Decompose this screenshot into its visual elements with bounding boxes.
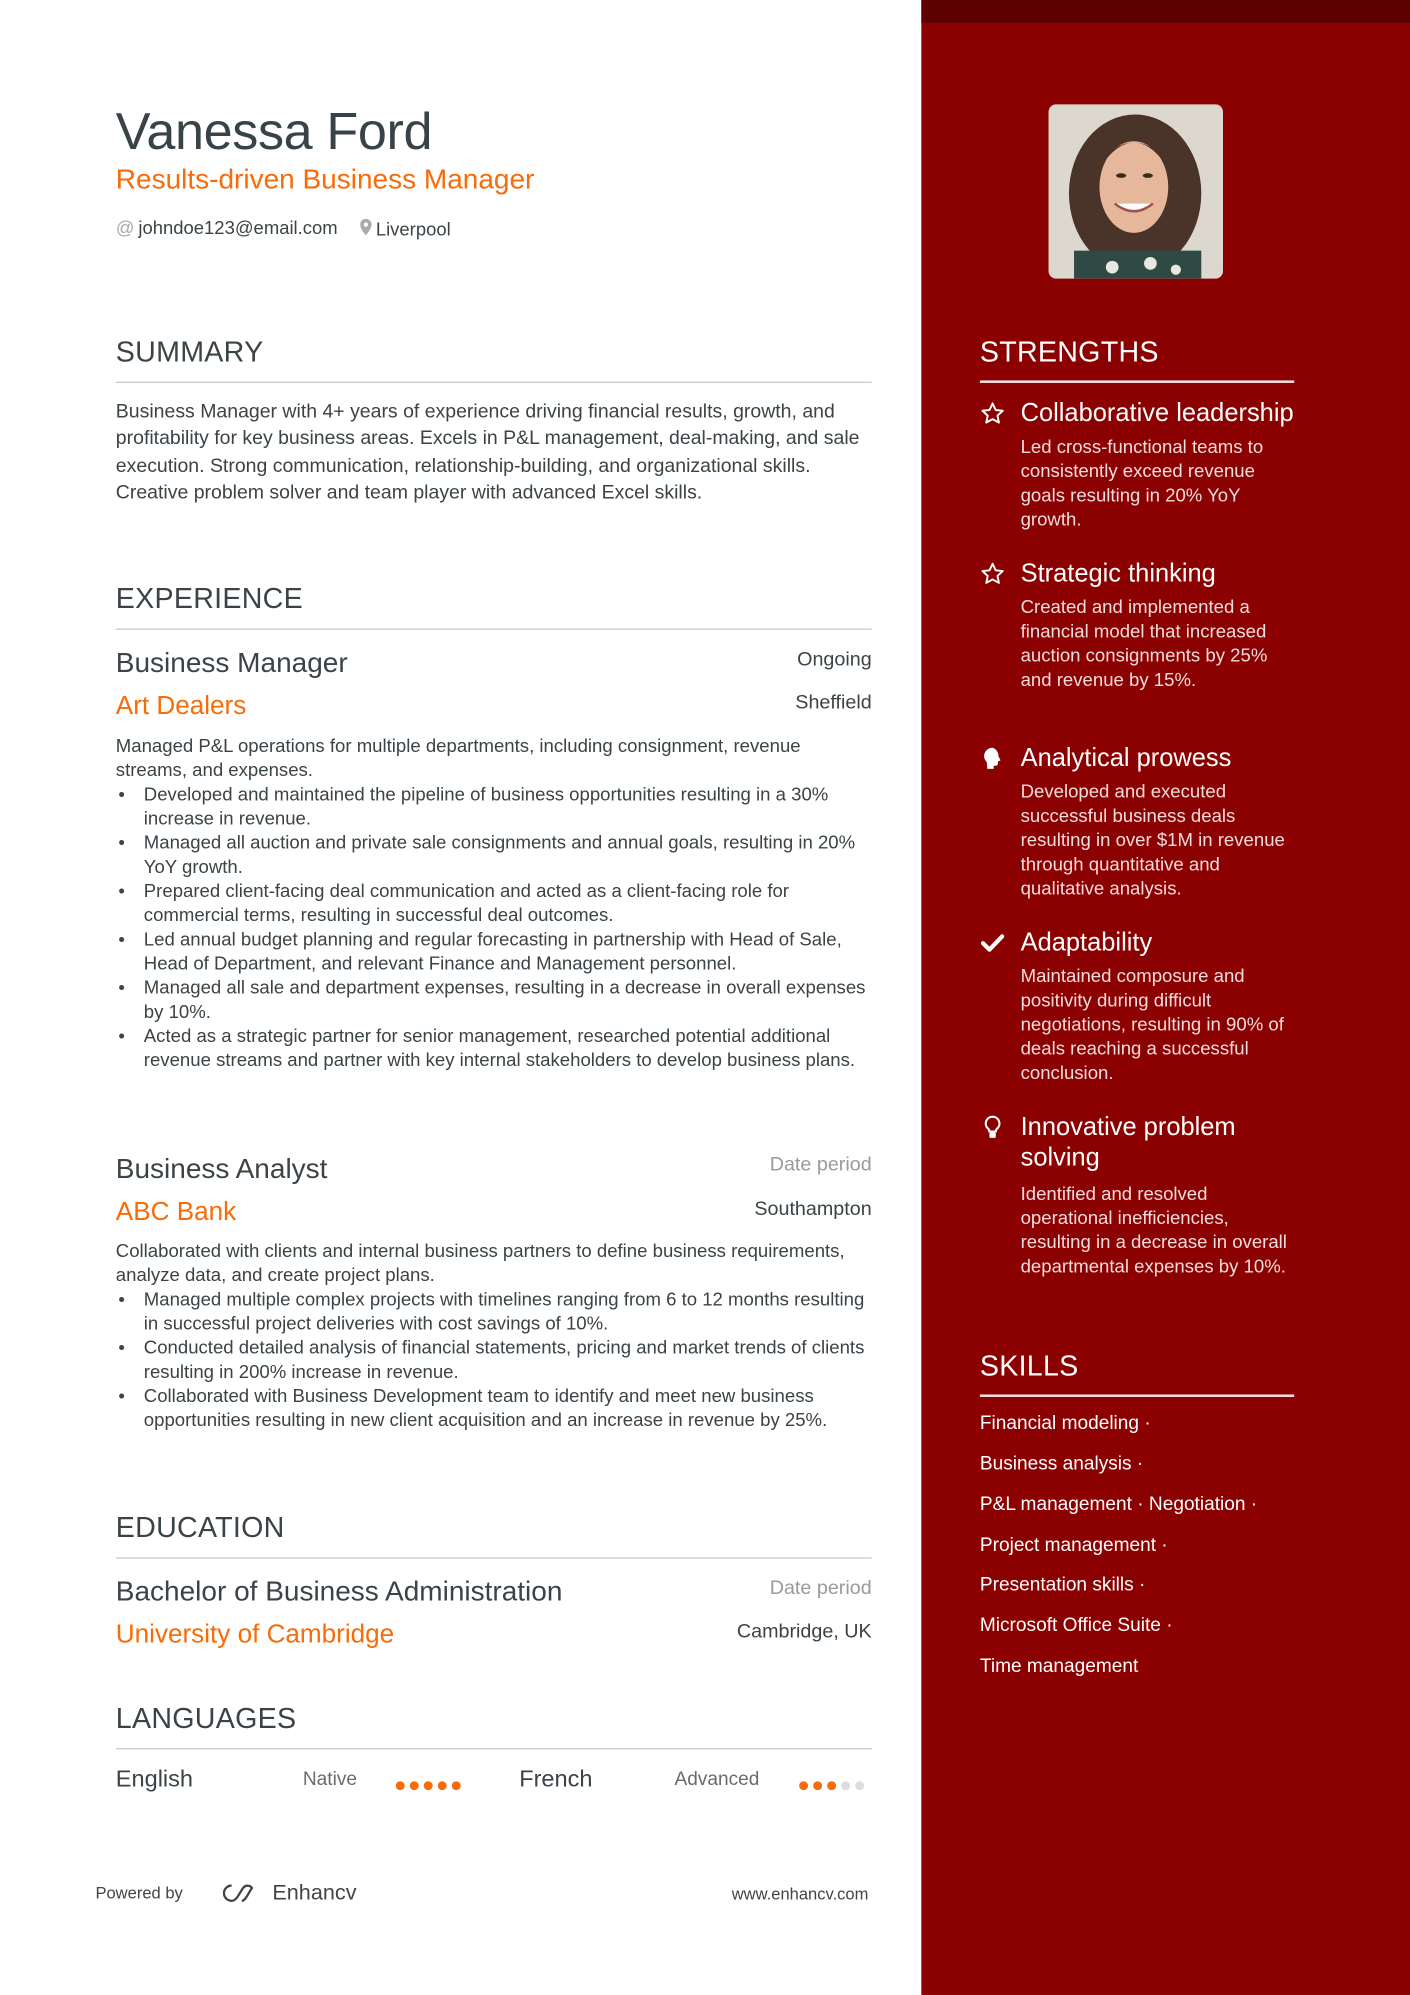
rating-dot-filled	[396, 1781, 405, 1790]
summary-text: Business Manager with 4+ years of experience driving financial results, growth, and profitability for key business areas. Excels in P&L management, deal-making, and sale execution. Strong communication, relationship-building, and organizational skills. Creative problem solver and team player with advanced Excel skills.	[115, 400, 860, 504]
rating-dot-filled	[438, 1781, 447, 1790]
skill-line: Financial modeling ·	[979, 1412, 1151, 1434]
enhancv-logo-icon	[216, 1882, 262, 1905]
job-summary: Collaborated with clients and internal business partners to define business requirements, analyze data, and create project plans.	[115, 1241, 845, 1287]
language-name: English	[115, 1764, 194, 1792]
job-bullets	[116, 1289, 872, 1434]
rating-dot-filled	[827, 1781, 836, 1790]
strength-description: Identified and resolved operational inefficiencies, resulting in a decrease in overall departmental expenses by 10%.	[1020, 1184, 1287, 1278]
language-rating	[396, 1774, 466, 1797]
bullet: • Prepared client-facing deal communication and acted as a client-facing role for commercial terms, resulting in successful deal outcomes.	[144, 880, 872, 928]
map-pin-icon	[361, 220, 372, 240]
job-description	[116, 1240, 872, 1433]
experience-heading: EXPERIENCE	[115, 582, 303, 615]
email-text: johndoe123@email.com	[138, 218, 338, 240]
job-description	[116, 735, 872, 1073]
divider	[116, 1748, 872, 1749]
bullet: • Conducted detailed analysis of financial statements, pricing and market trends of clients resulting in 200% increase in revenue.	[144, 1337, 872, 1385]
skill-line: Time management	[979, 1655, 1139, 1677]
bullet: • Managed all auction and private sale consignments and annual goals, resulting in 20% YoY growth.	[144, 832, 872, 880]
bullet: • Managed multiple complex projects with timelines ranging from 6 to 12 months resulting in successful project deliveries with cost savings of 10%.	[144, 1289, 872, 1337]
job-company: ABC Bank	[115, 1197, 237, 1227]
strengths-heading: STRENGTHS	[979, 335, 1159, 368]
divider	[116, 629, 872, 630]
language-rating	[799, 1774, 869, 1797]
job-date: Date period	[769, 1153, 872, 1176]
strength-description: Maintained composure and positivity during difficult negotiations, resulting in 90% of deals reaching a successful conclusion.	[1020, 966, 1284, 1084]
bullet: • Collaborated with Business Development team to identify and meet new business opportunities resulting in new client acquisition and an increase in revenue by 25%.	[144, 1386, 872, 1434]
summary-heading: SUMMARY	[115, 335, 264, 368]
skill-line: P&L management · Negotiation ·	[979, 1493, 1258, 1516]
bullet: • Led annual budget planning and regular forecasting in partnership with Head of Sale, Head of Department, and relevant Finance and Management personnel.	[144, 929, 872, 977]
brain-head-icon	[980, 746, 1005, 778]
divider	[980, 380, 1294, 383]
school: University of Cambridge	[115, 1619, 395, 1649]
language-level: Native	[302, 1768, 357, 1791]
brand-name: Enhancv	[272, 1880, 357, 1905]
language-level: Advanced	[674, 1768, 760, 1791]
rating-dot-filled	[410, 1781, 419, 1790]
profile-photo	[1049, 104, 1223, 278]
job-summary: Managed P&L operations for multiple departments, including consignment, revenue streams, and expenses.	[115, 736, 801, 782]
star-icon	[980, 561, 1005, 593]
education-location: Cambridge, UK	[736, 1620, 872, 1643]
rating-dot-empty	[855, 1781, 864, 1790]
language-name: French	[519, 1764, 593, 1792]
education-date: Date period	[769, 1577, 872, 1600]
sidebar-top-band	[921, 0, 1410, 23]
email[interactable]	[116, 219, 338, 241]
rating-dot-filled	[424, 1781, 433, 1790]
strength-title: Innovative problem solving	[1020, 1113, 1236, 1172]
job-company: Art Dealers	[115, 690, 247, 721]
strength-description: Led cross-functional teams to consistently exceed revenue goals resulting in 20% YoY growth.	[1020, 437, 1264, 531]
job-title: Business Manager	[115, 646, 348, 679]
candidate-name: Vanessa Ford	[115, 101, 433, 161]
enhancv-logo[interactable]	[216, 1880, 356, 1905]
divider	[980, 1394, 1294, 1397]
strength-title: Adaptability	[1020, 928, 1153, 957]
footer-url[interactable]: www.enhancv.com	[731, 1884, 869, 1904]
skill-line: Microsoft Office Suite ·	[979, 1614, 1173, 1637]
divider	[116, 382, 872, 383]
skill-line: Business analysis ·	[979, 1452, 1144, 1475]
job-date: Ongoing	[797, 648, 872, 671]
job-bullets	[116, 784, 872, 1074]
strength-description: Developed and executed successful business deals resulting in over $1M in revenue through quantitative and qualitative analysis.	[1020, 782, 1285, 900]
location	[361, 219, 451, 241]
rating-dot-filled	[452, 1781, 461, 1790]
skill-line: Presentation skills ·	[979, 1573, 1146, 1596]
rating-dot-filled	[799, 1781, 808, 1790]
skill-line: Project management ·	[979, 1534, 1168, 1557]
location-text: Liverpool	[375, 220, 451, 241]
bullet: • Acted as a strategic partner for senior management, researched potential additional revenue streams and partner with key internal stakeholders to develop business plans.	[144, 1025, 872, 1073]
job-title: Business Analyst	[115, 1152, 328, 1185]
star-icon	[980, 401, 1005, 433]
powered-by: Powered by	[95, 1883, 183, 1903]
rating-dot-filled	[813, 1781, 822, 1790]
education-heading: EDUCATION	[115, 1511, 285, 1544]
job-location: Sheffield	[795, 692, 872, 714]
contact-info	[116, 219, 451, 241]
bullet: • Developed and maintained the pipeline of business opportunities resulting in a 30% increase in revenue.	[144, 784, 872, 832]
degree: Bachelor of Business Administration	[115, 1575, 563, 1607]
strength-description: Created and implemented a financial model that increased auction consignments by 25% and revenue by 15%.	[1020, 597, 1268, 691]
skills-heading: SKILLS	[979, 1349, 1079, 1382]
languages-heading: LANGUAGES	[115, 1702, 297, 1735]
rating-dot-empty	[841, 1781, 850, 1790]
at-icon: @	[115, 218, 135, 240]
candidate-title: Results-driven Business Manager	[115, 162, 535, 195]
bullet: • Managed all sale and department expenses, resulting in a decrease in overall expenses by 10%.	[144, 977, 872, 1025]
divider	[116, 1557, 872, 1558]
strength-title: Collaborative leadership	[1020, 399, 1294, 428]
strength-title: Strategic thinking	[1020, 559, 1216, 588]
lightbulb-icon	[980, 1115, 1005, 1147]
strength-title: Analytical prowess	[1020, 744, 1232, 773]
job-location: Southampton	[754, 1198, 872, 1221]
checkmark-icon	[980, 930, 1005, 962]
